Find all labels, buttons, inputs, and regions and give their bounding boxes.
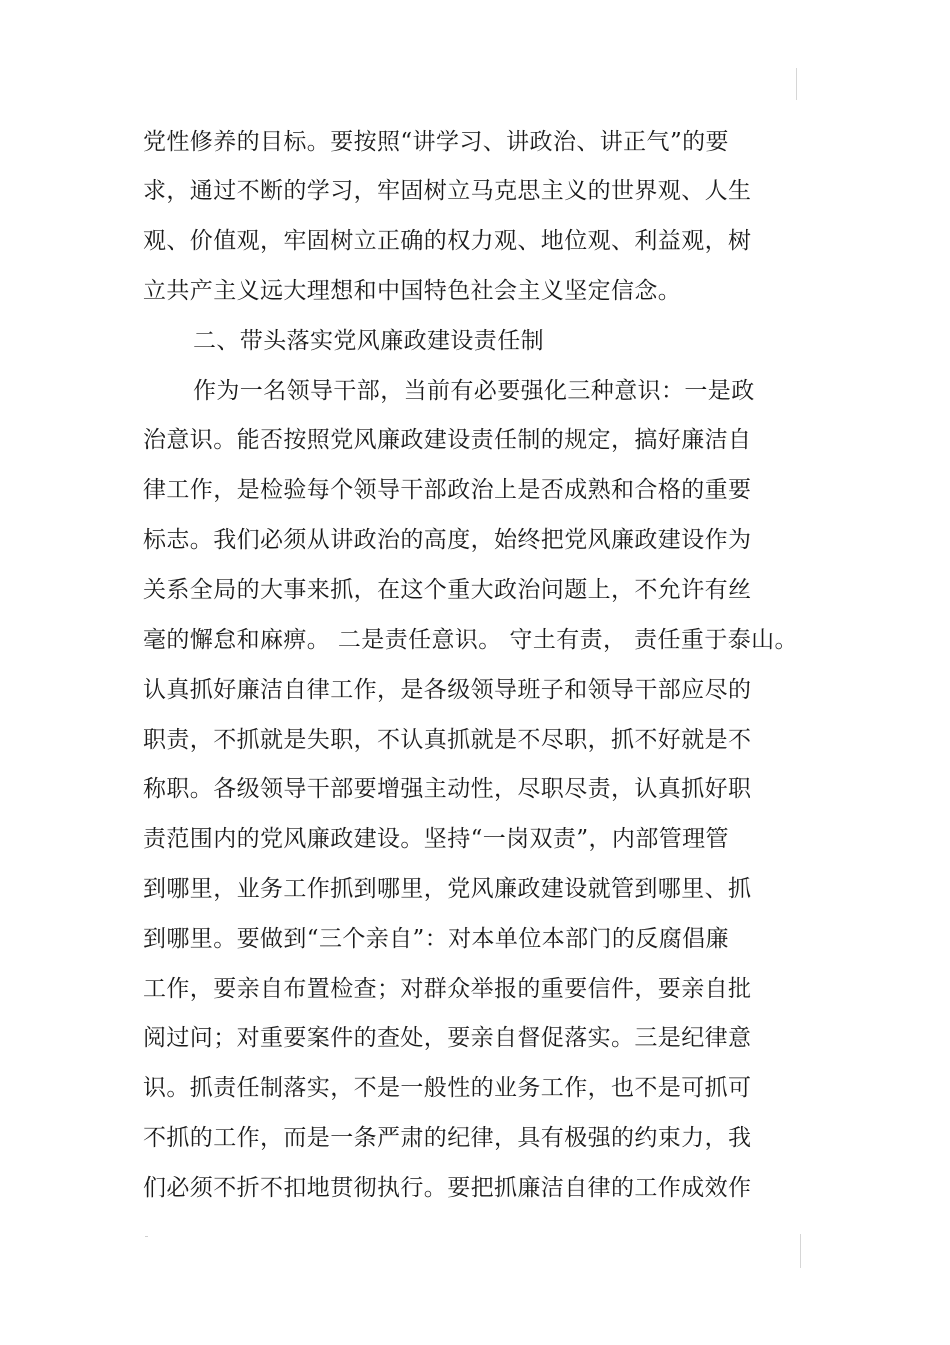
page-edge-mark <box>145 1236 148 1237</box>
text-line: 们必须不折不扣地贯彻执行。要把抓廉洁自律的工作成效作 <box>143 1175 752 1201</box>
text-line: 求，通过不断的学习，牢固树立马克思主义的世界观、人生 <box>143 178 752 204</box>
text-line: 称职。各级领导干部要增强主动性，尽职尽责，认真抓好职 <box>143 776 752 802</box>
text-line: 不抓的工作，而是一条严肃的纪律，具有极强的约束力，我 <box>143 1125 752 1151</box>
text-line: 阅过问；对重要案件的查处，要亲自督促落实。三是纪律意 <box>143 1025 752 1051</box>
page-edge-mark <box>800 1234 801 1268</box>
paragraph-start-line: 作为一名领导干部，当前有必要强化三种意识：一是政 <box>193 378 755 404</box>
text-line: 律工作，是检验每个领导干部政治上是否成熟和合格的重要 <box>143 477 752 503</box>
text-line: 党性修养的目标。要按照“讲学习、讲政治、讲正气”的要 <box>143 129 729 155</box>
text-line: 认真抓好廉洁自律工作，是各级领导班子和领导干部应尽的 <box>143 677 752 703</box>
text-line: 识。抓责任制落实，不是一般性的业务工作，也不是可抓可 <box>143 1075 752 1101</box>
text-line: 毫的懈怠和麻痹。 二是责任意识。 守土有责， 责任重于泰山。 <box>143 627 798 653</box>
section-heading: 二、带头落实党风廉政建设责任制 <box>193 328 544 354</box>
text-line: 立共产主义远大理想和中国特色社会主义坚定信念。 <box>143 278 682 304</box>
text-line: 责范围内的党风廉政建设。坚持“一岗双责”，内部管理管 <box>143 826 729 852</box>
text-line: 治意识。能否按照党风廉政建设责任制的规定，搞好廉洁自 <box>143 427 752 453</box>
text-line: 标志。我们必须从讲政治的高度，始终把党风廉政建设作为 <box>143 527 752 553</box>
text-line: 观、价值观，牢固树立正确的权力观、地位观、利益观，树 <box>143 228 752 254</box>
page-edge-mark <box>796 68 797 100</box>
text-line: 工作，要亲自布置检查；对群众举报的重要信件，要亲自批 <box>143 976 752 1002</box>
text-line: 到哪里。要做到“三个亲自”：对本单位本部门的反腐倡廉 <box>143 926 729 952</box>
text-line: 职责，不抓就是失职，不认真抓就是不尽职，抓不好就是不 <box>143 727 752 753</box>
text-line: 到哪里，业务工作抓到哪里，党风廉政建设就管到哪里、抓 <box>143 876 752 902</box>
text-line: 关系全局的大事来抓，在这个重大政治问题上，不允许有丝 <box>143 577 752 603</box>
